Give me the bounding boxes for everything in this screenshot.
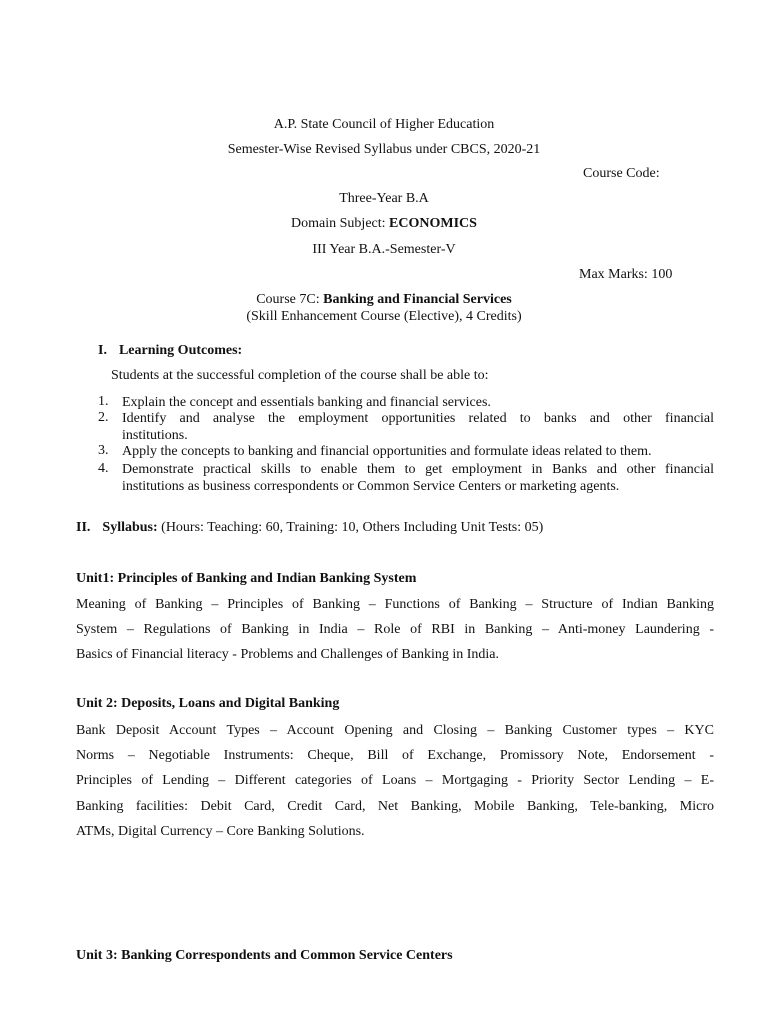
unit-line: Bank Deposit Account Types – Account Opening and Closing – Banking Customer types – KYC (76, 723, 714, 738)
unit-line: System – Regulations of Banking in India – Role of RBI in Banking – Anti-money Laundering - (76, 622, 714, 638)
list-number: 4. (98, 461, 109, 476)
unit-line: Norms – Negotiable Instruments: Cheque, Bill of Exchange, Promissory Note, Endorsement - (76, 748, 714, 764)
list-item-line: Explain the concept and essentials banking and financial services. (122, 395, 491, 410)
year-semester: III Year B.A.-Semester-V (312, 242, 456, 257)
domain-value: ECONOMICS (389, 216, 477, 231)
unit-line: ATMs, Digital Currency – Core Banking Solutions. (76, 823, 365, 839)
course-subtitle: (Skill Enhancement Course (Elective), 4 Credits) (246, 309, 522, 324)
list-item (122, 443, 714, 460)
learning-outcomes-heading (98, 343, 242, 359)
unit-description (76, 592, 714, 668)
section-heading: Syllabus: (102, 520, 158, 535)
list-item-line: institutions. (122, 428, 188, 443)
syllabus-title: Semester-Wise Revised Syllabus under CBCS, 2020-21 (227, 142, 541, 157)
max-marks: Max Marks: 100 (579, 267, 673, 282)
list-number: 2. (98, 410, 109, 425)
list-item-line: institutions as business correspondents or Common Service Centers or marketing agents. (122, 479, 620, 494)
course-title (0, 292, 768, 308)
unit-line: Banking facilities: Debit Card, Credit Card, Net Banking, Mobile Banking, Tele-banking, Micro (76, 798, 714, 814)
unit-heading (76, 948, 453, 964)
program-name: Three-Year B.A (339, 191, 429, 206)
unit-line: Meaning of Banking – Principles of Banking – Functions of Banking – Structure of Indian Banking (76, 597, 714, 612)
unit-heading (76, 696, 339, 712)
list-item (122, 461, 714, 495)
syllabus-heading (76, 520, 543, 536)
course-code: Course Code: (583, 166, 660, 181)
unit-title: Unit 2: Deposits, Loans and Digital Banking (76, 696, 340, 711)
learning-outcomes-intro: Students at the successful completion of the course shall be able to: (111, 368, 489, 383)
section-numeral: II. (76, 520, 91, 535)
list-item (122, 394, 714, 411)
unit-title: Unit1: Principles of Banking and Indian Banking System (76, 571, 417, 586)
domain-label: Domain Subject: (291, 216, 390, 231)
unit-description (76, 718, 714, 844)
list-item (122, 410, 714, 444)
unit-line: Basics of Financial literacy - Problems and Challenges of Banking in India. (76, 647, 500, 663)
list-item-line: Demonstrate practical skills to enable them to get employment in Banks and other financial (122, 462, 714, 477)
section-heading: Learning Outcomes: (118, 343, 243, 358)
unit-title: Unit 3: Banking Correspondents and Common Service Centers (76, 948, 453, 963)
list-item-line: Identify and analyse the employment opportunities related to banks and other financial (122, 411, 714, 426)
list-item-line: Apply the concepts to banking and financial opportunities and formulate ideas related to them. (122, 444, 652, 459)
section-numeral: I. (98, 343, 107, 358)
list-number: 1. (98, 394, 109, 409)
council-name: A.P. State Council of Higher Education (273, 117, 495, 132)
list-number: 3. (98, 443, 109, 458)
course-name: Banking and Financial Services (323, 292, 512, 307)
unit-heading (76, 571, 416, 587)
syllabus-hours: (Hours: Teaching: 60, Training: 10, Others Including Unit Tests: 05) (157, 520, 544, 535)
course-label: Course 7C: (256, 292, 324, 307)
unit-line: Principles of Lending – Different categories of Loans – Mortgaging - Priority Sector Lending – E- (76, 773, 714, 789)
domain-subject (0, 216, 768, 232)
